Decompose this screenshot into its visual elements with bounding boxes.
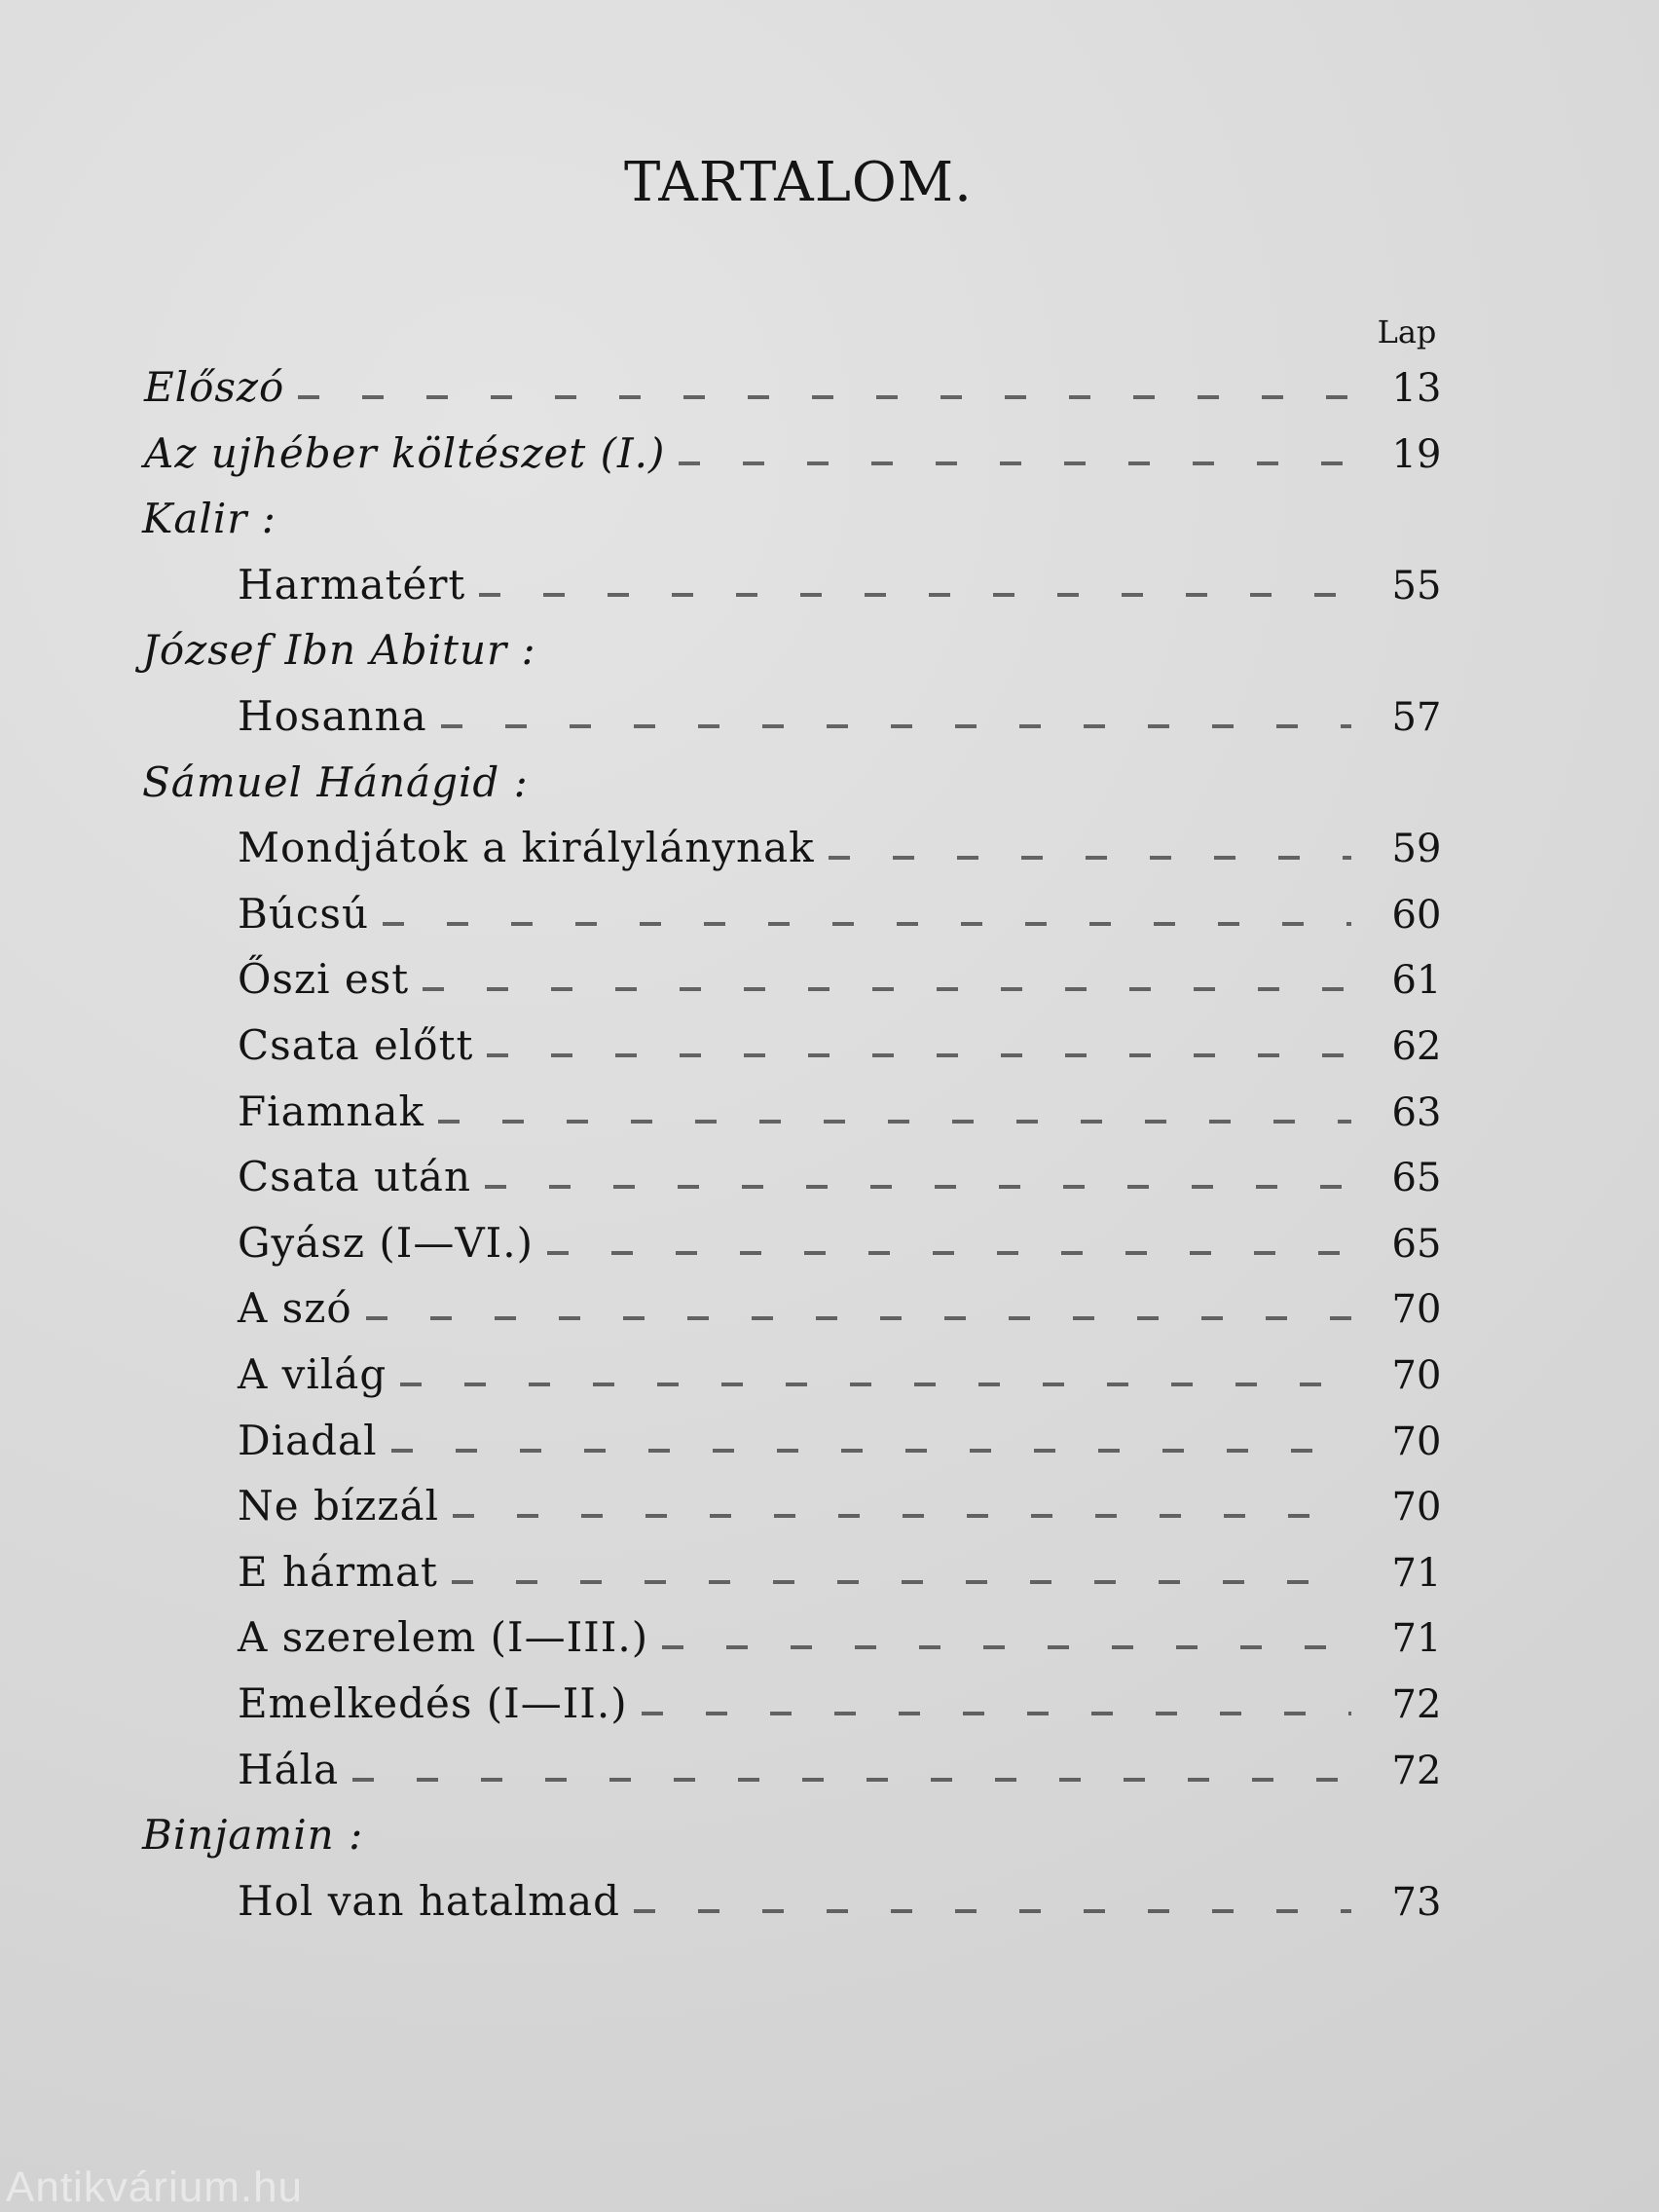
toc-entry xyxy=(144,419,1460,477)
toc-entry xyxy=(238,1603,1460,1661)
entry-title: A szó xyxy=(238,1284,352,1333)
author-name: József Ibn Abitur : xyxy=(142,626,536,675)
watermark: Antikvárium.hu xyxy=(6,2163,304,2211)
toc-entry xyxy=(238,879,1460,938)
toc-author-heading xyxy=(142,748,1460,806)
entry-title: Búcsú xyxy=(238,889,370,938)
toc-entry xyxy=(238,1142,1460,1200)
entry-title: E hármat xyxy=(238,1547,438,1596)
toc-entry xyxy=(238,1866,1460,1925)
page-number: 63 xyxy=(1391,1089,1442,1135)
entry-title: Hosanna xyxy=(238,692,427,740)
page-number: 72 xyxy=(1391,1682,1442,1727)
dot-leader xyxy=(383,922,1351,926)
entry-title: Emelkedés (I—II.) xyxy=(238,1679,628,1727)
dot-leader xyxy=(453,1514,1351,1518)
page-number: 71 xyxy=(1391,1616,1442,1662)
dot-leader xyxy=(634,1909,1351,1913)
entry-title: A világ xyxy=(238,1350,387,1398)
toc-entry xyxy=(238,1669,1460,1727)
toc-entry xyxy=(238,1011,1460,1069)
entry-title: Diadal xyxy=(238,1416,378,1464)
dot-leader xyxy=(441,724,1351,728)
entry-title: Őszi est xyxy=(238,955,410,1004)
dot-leader xyxy=(479,593,1351,597)
dot-leader xyxy=(547,1251,1351,1255)
entry-title: Előszó xyxy=(144,363,285,411)
page-number: 60 xyxy=(1391,892,1442,938)
entry-title: Csata után xyxy=(238,1153,472,1201)
dot-leader xyxy=(679,461,1351,465)
page-number: 62 xyxy=(1391,1024,1442,1069)
toc-entry xyxy=(238,1735,1460,1793)
author-name: Kalir : xyxy=(142,495,276,543)
page-title: TARTALOM. xyxy=(624,151,973,214)
entry-title: Harmatért xyxy=(238,560,466,608)
page-number: 65 xyxy=(1391,1156,1442,1201)
page-column-header: Lap xyxy=(1377,313,1437,350)
toc-entry xyxy=(238,1208,1460,1267)
toc-entry xyxy=(238,1537,1460,1596)
toc-entry xyxy=(238,813,1460,871)
toc-entry xyxy=(238,1471,1460,1530)
entry-title: Mondjátok a királylánynak xyxy=(238,824,815,872)
entry-title: Gyász (I—VI.) xyxy=(238,1218,534,1267)
dot-leader xyxy=(662,1645,1351,1649)
dot-leader xyxy=(829,856,1351,860)
dot-leader xyxy=(366,1316,1351,1320)
toc-entry xyxy=(238,944,1460,1003)
dot-leader xyxy=(391,1449,1351,1453)
page-number: 70 xyxy=(1391,1287,1442,1333)
page-number: 55 xyxy=(1391,563,1442,608)
author-name: Sámuel Hánágid : xyxy=(142,757,529,806)
dot-leader xyxy=(487,1053,1351,1057)
page-number: 65 xyxy=(1391,1221,1442,1267)
entry-title: A szerelem (I—III.) xyxy=(238,1613,649,1662)
page-number: 70 xyxy=(1391,1485,1442,1530)
toc-author-heading xyxy=(142,615,1460,674)
dot-leader xyxy=(400,1382,1351,1386)
page-number: 71 xyxy=(1391,1550,1442,1596)
entry-title: Hála xyxy=(238,1745,340,1793)
dot-leader xyxy=(352,1778,1351,1782)
author-name: Binjamin : xyxy=(142,1811,364,1860)
entry-title: Az ujhéber költészet (I.) xyxy=(144,428,666,477)
page-number: 61 xyxy=(1391,958,1442,1004)
toc-entry xyxy=(238,1077,1460,1135)
toc-entry xyxy=(238,1340,1460,1398)
entry-title: Hol van hatalmad xyxy=(238,1876,621,1925)
page-number: 59 xyxy=(1391,827,1442,872)
toc-entry xyxy=(238,682,1460,740)
page-number: 19 xyxy=(1391,431,1442,477)
page-number: 57 xyxy=(1391,695,1442,740)
toc-entry xyxy=(238,1406,1460,1464)
toc-entry xyxy=(238,1273,1460,1332)
page-number: 13 xyxy=(1391,366,1442,411)
dot-leader xyxy=(438,1120,1351,1124)
dot-leader xyxy=(485,1185,1351,1189)
toc-author-heading xyxy=(142,1800,1460,1859)
dot-leader xyxy=(423,987,1351,991)
entry-title: Csata előtt xyxy=(238,1021,474,1069)
entry-title: Fiamnak xyxy=(238,1087,424,1135)
entry-title: Ne bízzál xyxy=(238,1482,440,1530)
toc-entry xyxy=(144,352,1460,411)
dot-leader xyxy=(298,395,1351,399)
page-number: 70 xyxy=(1391,1419,1442,1464)
page-number: 73 xyxy=(1391,1879,1442,1925)
page-number: 72 xyxy=(1391,1748,1442,1793)
dot-leader xyxy=(452,1580,1351,1584)
toc-entry xyxy=(238,550,1460,608)
page-number: 70 xyxy=(1391,1353,1442,1398)
dot-leader xyxy=(642,1712,1351,1715)
toc-author-heading xyxy=(142,484,1460,542)
